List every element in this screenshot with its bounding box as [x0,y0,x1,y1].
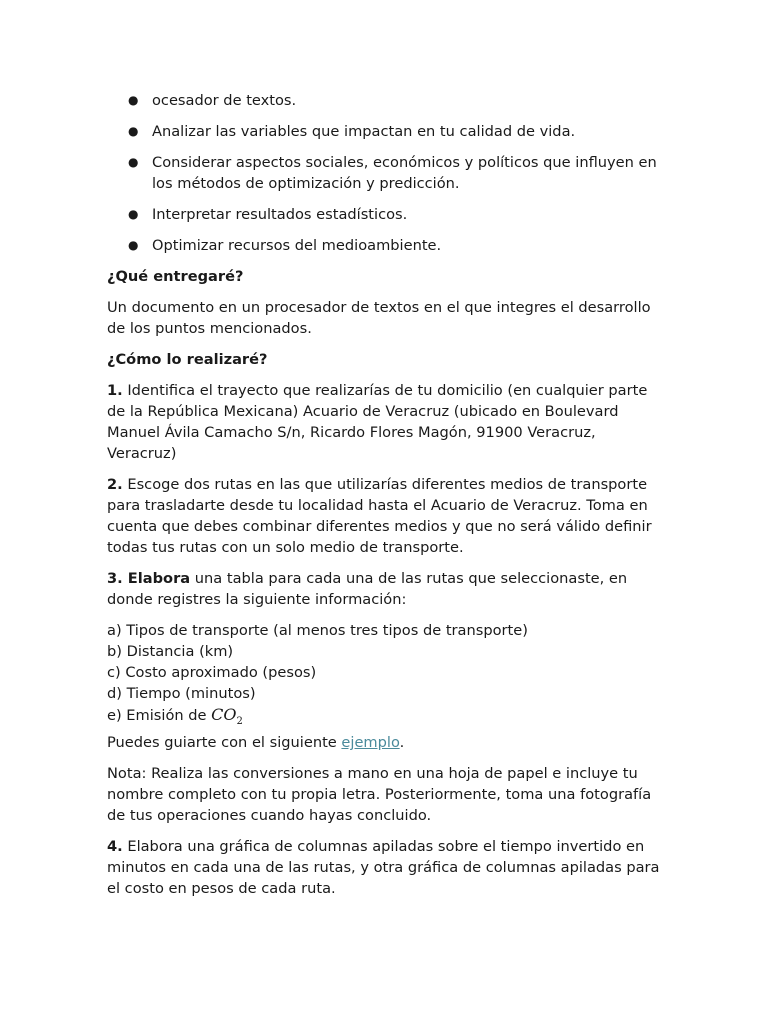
step-3 [107,568,667,610]
guide-text: Puedes guiarte con el siguiente [107,734,342,752]
info-item-b: b) Distancia (km) [107,643,234,660]
list-item [107,152,667,194]
step-2-number: 2. [107,476,123,493]
co2-formula [211,705,243,728]
info-item-e-text: e) Emisión de [107,707,212,724]
info-item-e [107,704,667,732]
bullet-icon: ● [128,207,139,221]
step-4-number: 4. [107,838,123,856]
example-link[interactable]: ejemplo [341,734,400,752]
list-item [107,90,667,111]
guide-end: . [399,734,405,752]
bullet-icon: ● [128,93,139,107]
step-3-number: 3. Elabora [107,570,191,587]
co2-base: CO [211,705,237,724]
step-1-text: Identifica el trayecto que realizarías de tu domicilio (en cualquier parte de la República Mexicana) Acuario de Veracruz (ubicado en Boulevard Manuel Ávila Camacho S/n, Ricardo Flores Magón, 91900 Veracruz, Veracruz) [107,382,648,462]
step-2-text: Escoge dos rutas en las que utilizarías diferentes medios de transporte para trasladarte desde tu localidad hasta el Acuario de Veracruz. Toma en cuenta que debes combinar diferentes medios y que no será válido definir todas tus rutas con un solo medio de transporte. [107,476,652,556]
bullet-icon: ● [128,124,139,138]
list-item-text: Optimizar recursos del medioambiente. [152,237,442,254]
objectives-list [107,90,667,256]
deliverable-text: Un documento en un procesador de textos en el que integres el desarrollo de los puntos mencionados. [107,299,651,337]
guide-line [107,732,667,753]
info-item-c: c) Costo aproximado (pesos) [107,664,317,681]
co2-subscript: 2 [236,716,243,728]
step-1-number: 1. [107,382,123,399]
list-item-text: Considerar aspectos sociales, económicos y políticos que influyen en los métodos de optimización y predicción. [152,154,657,192]
method-heading: ¿Cómo lo realizaré? [107,351,268,368]
step-1 [107,380,667,464]
list-item [107,235,667,256]
step-3-text: una tabla para cada una de las rutas que seleccionaste, en donde registres la siguiente información: [107,570,628,608]
info-item-a: a) Tipos de transporte (al menos tres tipos de transporte) [107,622,528,639]
list-item-text: Analizar las variables que impactan en tu calidad de vida. [152,123,576,140]
list-item-text: ocesador de textos. [152,92,297,109]
document-body [107,90,667,909]
note-text: Nota: Realiza las conversiones a mano en una hoja de papel e incluye tu nombre completo con tu propia letra. Posteriormente, toma una fotografía de tus operaciones cuando hayas concluido. [107,765,652,825]
step-2 [107,474,667,558]
step-4 [107,836,667,899]
list-item-text: Interpretar resultados estadísticos. [152,206,408,223]
step-4-text: Elabora una gráfica de columnas apiladas sobre el tiempo invertido en minutos en cada una de las rutas, y otra gráfica de columnas apiladas para el costo en pesos de cada ruta. [107,838,660,898]
list-item [107,121,667,142]
bullet-icon: ● [128,155,139,169]
bullet-icon: ● [128,238,139,252]
info-list [107,620,667,732]
info-item-d: d) Tiempo (minutos) [107,685,256,702]
deliverable-heading: ¿Qué entregaré? [107,268,244,285]
list-item [107,204,667,225]
